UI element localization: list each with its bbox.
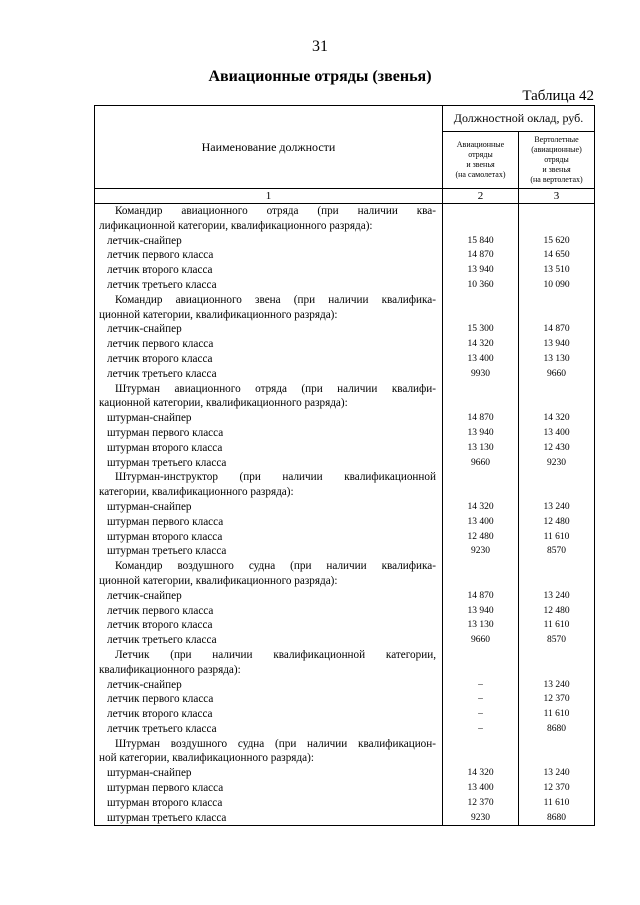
salary-aircraft: 9230 bbox=[443, 544, 519, 559]
table-row bbox=[95, 411, 595, 426]
table-row bbox=[95, 248, 595, 263]
salary-aircraft: 13 130 bbox=[443, 441, 519, 456]
salary-aircraft bbox=[443, 293, 519, 308]
salary-aircraft: 10 360 bbox=[443, 278, 519, 293]
position-name: штурман первого класса bbox=[95, 781, 443, 796]
salary-helicopter: 14 870 bbox=[519, 322, 595, 337]
header-aircraft-line: и звенья bbox=[466, 160, 495, 169]
salary-aircraft: 13 130 bbox=[443, 618, 519, 633]
salary-helicopter bbox=[519, 470, 595, 485]
position-group-heading: Командир авиационного отряда (при наличии ква- bbox=[95, 204, 443, 219]
salary-aircraft: 13 940 bbox=[443, 263, 519, 278]
position-name: летчик первого класса bbox=[95, 248, 443, 263]
table-row bbox=[95, 633, 595, 648]
salary-aircraft: 14 320 bbox=[443, 500, 519, 515]
page-title: Авиационные отряды (звенья) bbox=[208, 68, 432, 85]
table-row bbox=[95, 559, 595, 574]
salary-helicopter: 12 370 bbox=[519, 781, 595, 796]
salary-aircraft: 12 370 bbox=[443, 796, 519, 811]
position-group-heading: Командир воздушного судна (при наличии квалифика- bbox=[95, 559, 443, 574]
table-row bbox=[95, 604, 595, 619]
table-row bbox=[95, 574, 595, 589]
salary-aircraft bbox=[443, 648, 519, 663]
position-group-heading: Летчик (при наличии квалификационной категории, bbox=[95, 648, 443, 663]
position-name: летчик третьего класса bbox=[95, 367, 443, 382]
header-helicopter-line: (на вертолетах) bbox=[530, 175, 583, 184]
table-row bbox=[95, 500, 595, 515]
table-row bbox=[95, 766, 595, 781]
salary-aircraft: 12 480 bbox=[443, 530, 519, 545]
salary-aircraft bbox=[443, 382, 519, 397]
position-group-heading: Штурман-инструктор (при наличии квалификационной bbox=[95, 470, 443, 485]
salary-helicopter: 13 400 bbox=[519, 426, 595, 441]
position-group-heading: кационной категории, квалификационного разряда): bbox=[95, 396, 443, 411]
table-row bbox=[95, 441, 595, 456]
header-salary-group: Должностной оклад, руб. bbox=[443, 106, 595, 132]
salary-helicopter: 8570 bbox=[519, 633, 595, 648]
salary-helicopter: 12 370 bbox=[519, 692, 595, 707]
table-row bbox=[95, 485, 595, 500]
table-row bbox=[95, 544, 595, 559]
position-name: штурман первого класса bbox=[95, 426, 443, 441]
page-number: 31 bbox=[312, 38, 328, 55]
salary-helicopter bbox=[519, 751, 595, 766]
salary-aircraft bbox=[443, 308, 519, 323]
salary-helicopter: 13 240 bbox=[519, 766, 595, 781]
salary-helicopter: 11 610 bbox=[519, 530, 595, 545]
position-group-heading: лификационной категории, квалификационного разряда): bbox=[95, 219, 443, 234]
position-group-heading: категории, квалификационного разряда): bbox=[95, 485, 443, 500]
position-name: летчик первого класса bbox=[95, 692, 443, 707]
position-group-heading: ционной категории, квалификационного разряда): bbox=[95, 574, 443, 589]
salary-helicopter bbox=[519, 308, 595, 323]
salary-table bbox=[94, 105, 595, 826]
table-row bbox=[95, 707, 595, 722]
salary-aircraft: 15 300 bbox=[443, 322, 519, 337]
column-number-1: 1 bbox=[95, 189, 443, 204]
salary-helicopter: 11 610 bbox=[519, 796, 595, 811]
position-group-heading: ционной категории, квалификационного разряда): bbox=[95, 308, 443, 323]
header-helicopter-units bbox=[519, 132, 595, 189]
position-name: штурман второго класса bbox=[95, 530, 443, 545]
header-aircraft-line: Авиационные bbox=[456, 140, 505, 149]
salary-aircraft: 15 840 bbox=[443, 234, 519, 249]
position-name: штурман-снайпер bbox=[95, 500, 443, 515]
position-group-heading: квалификационного разряда): bbox=[95, 663, 443, 678]
position-name: штурман третьего класса bbox=[95, 811, 443, 826]
salary-helicopter: 10 090 bbox=[519, 278, 595, 293]
salary-aircraft: 14 320 bbox=[443, 766, 519, 781]
table-row bbox=[95, 322, 595, 337]
salary-helicopter: 8680 bbox=[519, 811, 595, 826]
table-row bbox=[95, 352, 595, 367]
salary-aircraft bbox=[443, 663, 519, 678]
salary-aircraft bbox=[443, 751, 519, 766]
salary-helicopter: 12 430 bbox=[519, 441, 595, 456]
table-row bbox=[95, 530, 595, 545]
salary-helicopter: 8680 bbox=[519, 722, 595, 737]
salary-helicopter: 9230 bbox=[519, 456, 595, 471]
position-name: летчик первого класса bbox=[95, 337, 443, 352]
salary-aircraft bbox=[443, 219, 519, 234]
position-name: штурман-снайпер bbox=[95, 411, 443, 426]
salary-aircraft: – bbox=[443, 707, 519, 722]
position-name: штурман второго класса bbox=[95, 441, 443, 456]
salary-helicopter: 13 130 bbox=[519, 352, 595, 367]
salary-helicopter bbox=[519, 293, 595, 308]
table-row bbox=[95, 648, 595, 663]
table-row bbox=[95, 308, 595, 323]
table-row bbox=[95, 426, 595, 441]
salary-aircraft: 9660 bbox=[443, 633, 519, 648]
salary-aircraft: 9230 bbox=[443, 811, 519, 826]
table-row bbox=[95, 263, 595, 278]
position-name: летчик третьего класса bbox=[95, 722, 443, 737]
position-name: летчик-снайпер bbox=[95, 589, 443, 604]
position-name: штурман третьего класса bbox=[95, 544, 443, 559]
position-name: летчик третьего класса bbox=[95, 633, 443, 648]
table-row bbox=[95, 456, 595, 471]
salary-helicopter: 14 320 bbox=[519, 411, 595, 426]
position-name: летчик второго класса bbox=[95, 707, 443, 722]
salary-helicopter bbox=[519, 204, 595, 219]
table-row bbox=[95, 811, 595, 826]
header-helicopter-line: отряды bbox=[544, 155, 569, 164]
salary-helicopter bbox=[519, 663, 595, 678]
table-row bbox=[95, 278, 595, 293]
salary-aircraft bbox=[443, 396, 519, 411]
table-row bbox=[95, 663, 595, 678]
position-name: штурман первого класса bbox=[95, 515, 443, 530]
header-helicopter-line: (авиационные) bbox=[531, 145, 582, 154]
position-name: летчик-снайпер bbox=[95, 322, 443, 337]
table-row bbox=[95, 781, 595, 796]
salary-helicopter: 13 240 bbox=[519, 678, 595, 693]
position-name: штурман третьего класса bbox=[95, 456, 443, 471]
salary-helicopter: 15 620 bbox=[519, 234, 595, 249]
salary-helicopter: 11 610 bbox=[519, 707, 595, 722]
salary-helicopter bbox=[519, 396, 595, 411]
table-row bbox=[95, 796, 595, 811]
position-name: штурман-снайпер bbox=[95, 766, 443, 781]
table-row bbox=[95, 293, 595, 308]
salary-helicopter: 11 610 bbox=[519, 618, 595, 633]
position-name: штурман второго класса bbox=[95, 796, 443, 811]
salary-aircraft: 9660 bbox=[443, 456, 519, 471]
salary-aircraft bbox=[443, 485, 519, 500]
salary-aircraft: 13 400 bbox=[443, 781, 519, 796]
header-aircraft-line: отряды bbox=[468, 150, 493, 159]
salary-aircraft bbox=[443, 204, 519, 219]
position-group-heading: Штурман авиационного отряда (при наличии квалифи- bbox=[95, 382, 443, 397]
header-aircraft-units bbox=[443, 132, 519, 189]
salary-aircraft bbox=[443, 574, 519, 589]
table-row bbox=[95, 382, 595, 397]
salary-aircraft: – bbox=[443, 678, 519, 693]
salary-aircraft: 14 320 bbox=[443, 337, 519, 352]
salary-aircraft bbox=[443, 737, 519, 752]
table-row bbox=[95, 722, 595, 737]
salary-helicopter bbox=[519, 648, 595, 663]
table-row bbox=[95, 367, 595, 382]
salary-aircraft: 13 400 bbox=[443, 352, 519, 367]
table-row bbox=[95, 515, 595, 530]
salary-aircraft: – bbox=[443, 692, 519, 707]
table-row bbox=[95, 337, 595, 352]
table-row bbox=[95, 204, 595, 219]
table-row bbox=[95, 692, 595, 707]
salary-helicopter: 13 940 bbox=[519, 337, 595, 352]
salary-helicopter: 9660 bbox=[519, 367, 595, 382]
table-row bbox=[95, 678, 595, 693]
salary-aircraft: 13 940 bbox=[443, 604, 519, 619]
salary-helicopter: 12 480 bbox=[519, 515, 595, 530]
position-name: летчик второго класса bbox=[95, 618, 443, 633]
salary-helicopter bbox=[519, 559, 595, 574]
position-name: летчик-снайпер bbox=[95, 234, 443, 249]
salary-aircraft bbox=[443, 470, 519, 485]
position-name: летчик третьего класса bbox=[95, 278, 443, 293]
salary-helicopter bbox=[519, 219, 595, 234]
salary-helicopter: 13 510 bbox=[519, 263, 595, 278]
table-body bbox=[95, 204, 595, 826]
position-group-heading: Штурман воздушного судна (при наличии квалификацион- bbox=[95, 737, 443, 752]
table-row bbox=[95, 219, 595, 234]
salary-helicopter: 13 240 bbox=[519, 500, 595, 515]
column-number-3: 3 bbox=[519, 189, 595, 204]
position-name: летчик-снайпер bbox=[95, 678, 443, 693]
salary-helicopter: 13 240 bbox=[519, 589, 595, 604]
table-row bbox=[95, 589, 595, 604]
table-row bbox=[95, 396, 595, 411]
header-helicopter-line: Вертолетные bbox=[534, 135, 579, 144]
position-group-heading: ной категории, квалификационного разряда): bbox=[95, 751, 443, 766]
salary-aircraft bbox=[443, 559, 519, 574]
column-number-2: 2 bbox=[443, 189, 519, 204]
salary-aircraft: 13 940 bbox=[443, 426, 519, 441]
table-row bbox=[95, 234, 595, 249]
salary-aircraft: 14 870 bbox=[443, 589, 519, 604]
header-position-name: Наименование должности bbox=[95, 106, 443, 189]
salary-helicopter bbox=[519, 574, 595, 589]
salary-aircraft: 9930 bbox=[443, 367, 519, 382]
position-name: летчик первого класса bbox=[95, 604, 443, 619]
table-row bbox=[95, 751, 595, 766]
salary-helicopter: 14 650 bbox=[519, 248, 595, 263]
header-helicopter-line: и звенья bbox=[542, 165, 571, 174]
salary-helicopter: 8570 bbox=[519, 544, 595, 559]
table-row bbox=[95, 470, 595, 485]
salary-helicopter bbox=[519, 382, 595, 397]
salary-aircraft: – bbox=[443, 722, 519, 737]
position-name: летчик второго класса bbox=[95, 263, 443, 278]
table-row bbox=[95, 618, 595, 633]
position-name: летчик второго класса bbox=[95, 352, 443, 367]
table-label: Таблица 42 bbox=[522, 88, 594, 104]
table-row bbox=[95, 737, 595, 752]
salary-helicopter bbox=[519, 737, 595, 752]
salary-helicopter: 12 480 bbox=[519, 604, 595, 619]
salary-aircraft: 14 870 bbox=[443, 411, 519, 426]
salary-aircraft: 14 870 bbox=[443, 248, 519, 263]
salary-aircraft: 13 400 bbox=[443, 515, 519, 530]
salary-helicopter bbox=[519, 485, 595, 500]
header-aircraft-line: (на самолетах) bbox=[455, 170, 506, 179]
position-group-heading: Командир авиационного звена (при наличии квалифика- bbox=[95, 293, 443, 308]
